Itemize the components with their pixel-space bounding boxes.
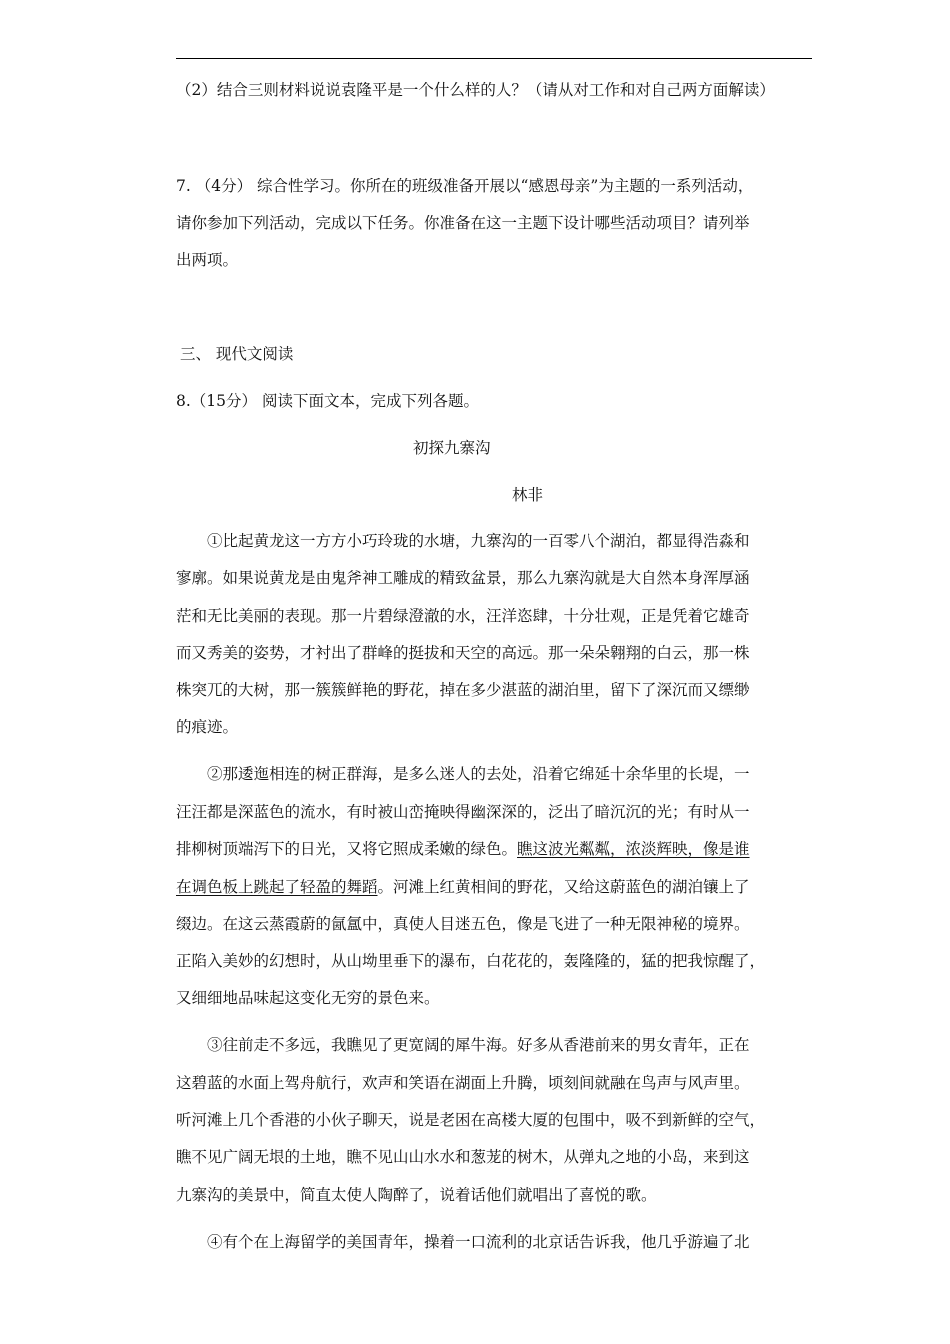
- underlined-sentence: 瞧这波光粼粼，浓淡辉映，像是谁: [517, 840, 750, 858]
- paragraph-1-line: 株突兀的大树，那一簇簇鲜艳的野花，掉在多少湛蓝的湖泊里，留下了深沉而又缥缈: [176, 681, 750, 699]
- paragraph-2-text: 。河滩上红黄相间的野花，又给这蔚蓝色的湖泊镶上了: [377, 878, 750, 896]
- question-8-intro: 8.（15分） 阅读下面文本，完成下列各题。: [176, 392, 479, 410]
- paragraph-2-line: [176, 877, 750, 897]
- paragraph-1-line: 茫和无比美丽的表现。那一片碧绿澄澈的水，汪洋恣肆，十分壮观，正是凭着它雄奇: [176, 607, 750, 625]
- question-7-line-2: 请你参加下列活动，完成以下任务。你准备在这一主题下设计哪些活动项目？请列举: [176, 214, 750, 232]
- question-7-line-1: 7. （4分） 综合性学习。你所在的班级准备开展以“感恩母亲”为主题的一系列活动，: [176, 177, 754, 195]
- paragraph-3-line: 这碧蓝的水面上驾舟航行，欢声和笑语在湖面上升腾，顷刻间就融在鸟声与风声里。: [176, 1074, 750, 1092]
- paragraph-2-line: 正陷入美妙的幻想时，从山坳里垂下的瀑布，白花花的，轰隆隆的，猛的把我惊醒了，: [176, 952, 766, 970]
- paragraph-1-line: 寥廓。如果说黄龙是由鬼斧神工雕成的精致盆景，那么九寨沟就是大自然本身浑厚涵: [176, 569, 750, 587]
- paragraph-1-line: 而又秀美的姿势，才衬出了群峰的挺拔和天空的高远。那一朵朵翱翔的白云，那一株: [176, 644, 750, 662]
- section-title: 三、 现代文阅读: [180, 345, 294, 363]
- paragraph-3-line: 听河滩上几个香港的小伙子聊天，说是老困在高楼大厦的包围中，吸不到新鲜的空气，: [176, 1111, 766, 1129]
- article-author: 林非: [512, 486, 544, 504]
- paragraph-2-text: 排柳树顶端泻下的日光，又将它照成柔嫩的绿色。: [176, 840, 518, 858]
- paragraph-3-line: 瞧不见广阔无垠的土地，瞧不见山山水水和葱茏的树木，从弹丸之地的小岛，来到这: [176, 1148, 750, 1166]
- paragraph-3-line: 九寨沟的美景中，简直太使人陶醉了，说着话他们就唱出了喜悦的歌。: [176, 1186, 657, 1204]
- paragraph-2-line: 缀边。在这云蒸霞蔚的氤氲中，真使人目迷五色，像是飞进了一种无限神秘的境界。: [176, 915, 750, 933]
- paragraph-1-line: ①比起黄龙这一方方小巧玲珑的水塘，九寨沟的一百零八个湖泊，都显得浩淼和: [207, 532, 750, 550]
- article-title: 初探九寨沟: [413, 439, 491, 457]
- paragraph-3-line: ③往前走不多远，我瞧见了更宽阔的犀牛海。好多从香港前来的男女青年，正在: [207, 1036, 750, 1054]
- header-rule: [176, 58, 812, 59]
- paragraph-4-line: ④有个在上海留学的美国青年，操着一口流利的北京话告诉我，他几乎游遍了北: [207, 1233, 750, 1251]
- question-7-line-3: 出两项。: [176, 251, 239, 269]
- paragraph-2-line: 汪汪都是深蓝色的流水，有时被山峦掩映得幽深深的，泛出了暗沉沉的光；有时从一: [176, 803, 750, 821]
- paragraph-2-line: [176, 839, 750, 859]
- paragraph-2-line: ②那逶迤相连的树正群海，是多么迷人的去处，沿着它绵延十余华里的长堤，一: [207, 765, 750, 783]
- paragraph-2-line: 又细细地品味起这变化无穷的景色来。: [176, 989, 440, 1007]
- question-6-2: （2）结合三则材料说说袁隆平是一个什么样的人？（请从对工作和对自己两方面解读）: [176, 81, 775, 99]
- paragraph-1-line: 的痕迹。: [176, 718, 239, 736]
- underlined-sentence: 在调色板上跳起了轻盈的舞蹈: [176, 878, 378, 896]
